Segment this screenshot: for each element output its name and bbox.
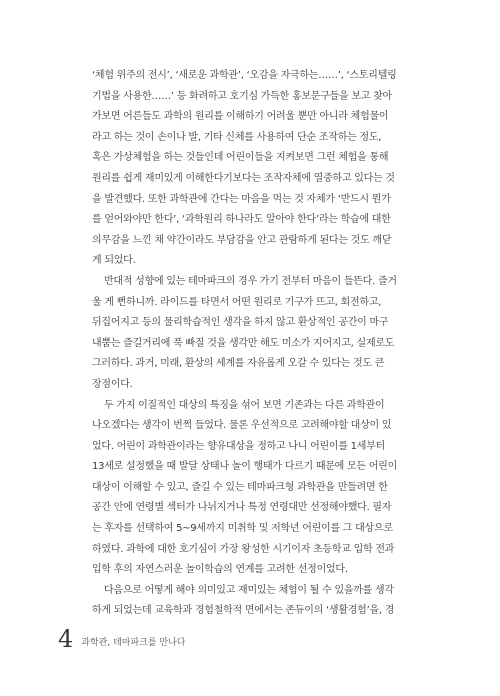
text-line: 원리를 쉽게 재미있게 이해한다기보다는 조작자체에 열중하고 있다는 것	[92, 172, 395, 184]
text-line: 혹은 가상체험을 하는 것들인데 어린이들을 지켜보면 그런 체험을 통해	[92, 152, 389, 164]
text-line: 대상이 이해할 수 있고, 즐길 수 있는 테마파크형 과학관을 만들려면 한	[92, 481, 388, 493]
text-line: 기법을 사용한……’ 등 화려하고 호기심 가득한 홍보문구들을 보고 찾아	[92, 90, 392, 102]
text-line: 다음으로 어떻게 해야 의미있고 재미있는 체험이 될 수 있을까를 생각	[104, 584, 394, 596]
text-line: 입학 후의 자연스러운 놀이학습의 연계를 고려한 선정이었다.	[92, 564, 348, 576]
text-line: ‘체험 위주의 전시’, ‘새로운 과학관’, ‘오감을 자극하는……’, ‘스토리텔링	[92, 70, 397, 81]
text-line: 뒤집어지고 등의 물리학습적인 생각을 하지 않고 환상적인 공간이 마구	[92, 317, 389, 329]
text-line: 두 가지 이질적인 대상의 특징을 섞어 보면 기존과는 다른 과학관이	[104, 399, 385, 411]
page-body	[92, 66, 418, 622]
text-line: 를 얻어와야만 한다’, ‘과학원리 하나라도 알아야 한다’라는 학습에 대한	[92, 214, 391, 226]
text-line: 공간 안에 연령별 섹터가 나뉘지거나 특정 연령대만 선정해야했다. 필자	[92, 502, 392, 514]
text-line: 반대적 성향에 있는 테마파크의 경우 가기 전부터 마음이 들뜬다. 즐거	[104, 275, 397, 287]
text-line: 가보면 어른들도 과학의 원리를 이해하기 어려울 뿐만 아니라 체험물이	[92, 111, 389, 123]
text-line: 었다. 어린이 과학관이라는 향유대상을 정하고 나니 어린이를 1세부터	[92, 440, 386, 452]
text-line: 하였다. 과학에 대한 호기심이 가장 왕성한 시기이자 초등학교 입학 전과	[92, 543, 395, 555]
text-line: 게 되었다.	[92, 255, 136, 267]
text-line: 13세로 설정했을 때 발달 상태나 놀이 행태가 다르기 때문에 모든 어린이	[92, 461, 397, 473]
text-line: 라고 하는 것이 손이나 발, 기타 신체를 사용하여 단순 조작하는 정도,	[92, 131, 382, 143]
text-line: 그러하다. 과거, 미래, 환상의 세계를 자유롭게 오갈 수 있다는 것도 큰	[92, 358, 385, 370]
text-line: 을 발견했다. 또한 과학관에 간다는 마음을 먹는 것 자체가 ‘반드시 뭔가	[92, 193, 391, 205]
text-line: 는 후자를 선택하여 5~9세까지 미취학 및 저학년 어린이를 그 대상으로	[92, 523, 393, 535]
page-number: 4	[58, 625, 74, 653]
paragraph	[92, 66, 418, 272]
paragraph	[92, 396, 418, 581]
text-line: 내뿜는 즐길거리에 푹 빠질 것을 생각만 해도 미소가 지어지고, 실제로도	[92, 337, 395, 349]
page-footer	[58, 623, 186, 651]
text-line: 의무감을 느낀 채 약간이라도 부담감을 안고 관람하게 된다는 것도 깨닫	[92, 234, 392, 246]
text-line: 나오겠다는 생각이 번쩍 들었다. 물론 우선적으로 고려해야할 대상이 있	[92, 420, 392, 432]
paragraph	[92, 581, 418, 622]
paragraph	[92, 272, 418, 396]
text-line: 울 게 뻔하니까. 라이드를 타면서 어떤 원리로 기구가 뜨고, 회전하고,	[92, 296, 382, 308]
text-line: 하게 되었는데 교육학과 경험철학적 면에서는 존듀이의 ‘생활경험’을, 경	[92, 605, 395, 617]
running-title: 과학관, 테마파크를 만나다	[81, 638, 186, 648]
text-line: 장점이다.	[92, 378, 133, 390]
